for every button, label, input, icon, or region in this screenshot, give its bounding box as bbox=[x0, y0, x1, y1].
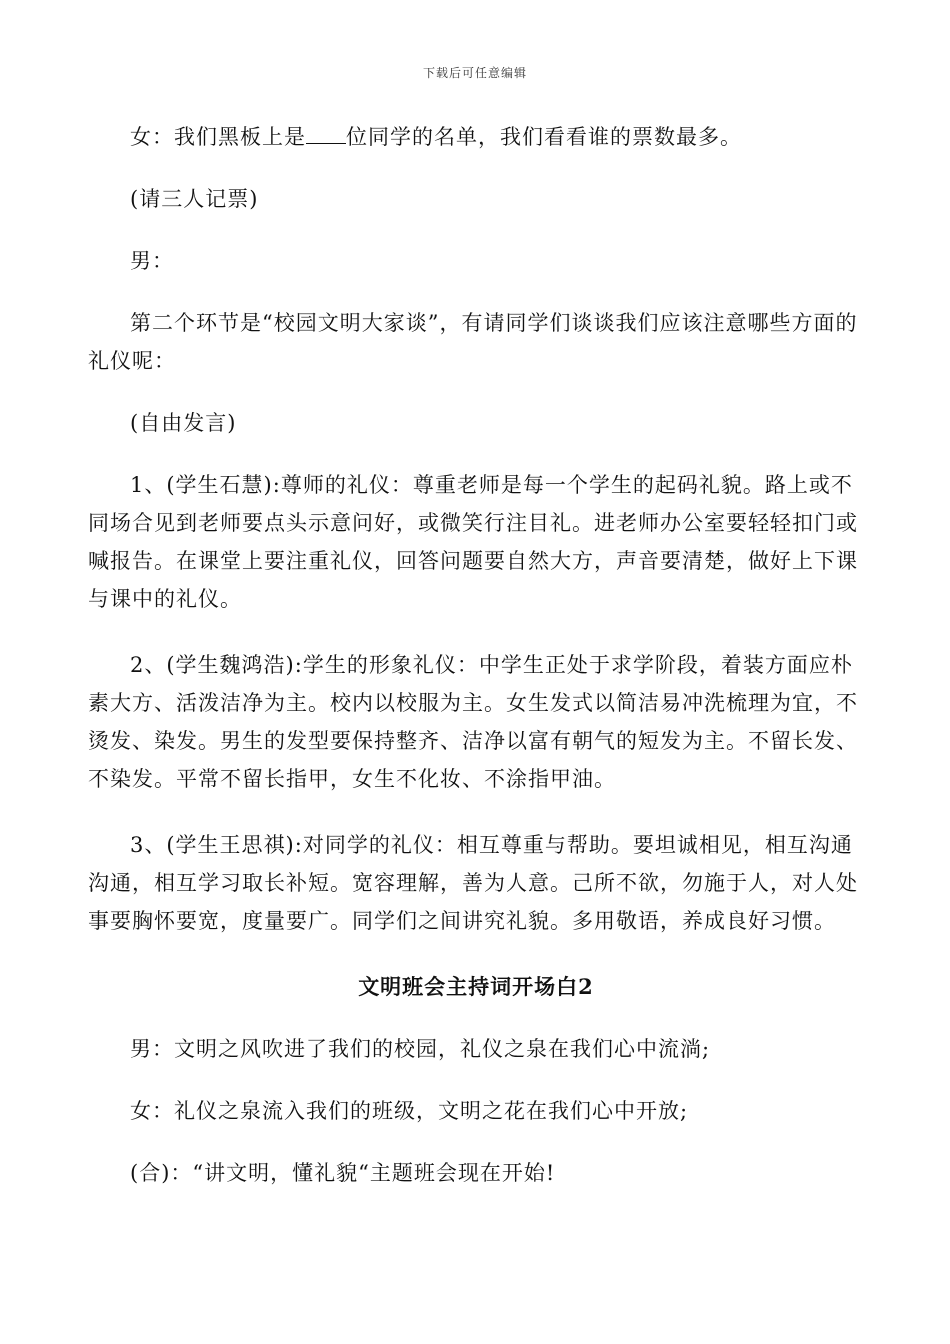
paragraph-text: 女：我们黑板上是 bbox=[130, 125, 306, 149]
paragraph-student-3: 3、(学生王思祺):对同学的礼仪：相互尊重与帮助。要坦诚相见，相互沟通沟通，相互学习取长补短。宽容理解，善为人意。己所不欲，勿施于人，对人处事要胸怀要宽，度量要广。同学们之间讲究礼貌。多用敬语，养成良好习惯。 bbox=[88, 833, 858, 933]
paragraph-student-2: 2、(学生魏鸿浩):学生的形象礼仪：中学生正处于求学阶段，着装方面应朴素大方、活泼洁净为主。校内以校服为主。女生发式以简洁易冲洗梳理为宜，不烫发、染发。男生的发型要保持整齐、洁净以富有朝气的短发为主。不留长发、不染发。平常不留长指甲，女生不化妆、不涂指甲油。 bbox=[88, 653, 858, 791]
paragraph-text: 位同学的名单，我们看看谁的票数最多。 bbox=[346, 125, 742, 149]
paragraph-free-speech: (自由发言) bbox=[130, 411, 237, 435]
paragraph-male-opening: 男：文明之风吹进了我们的校园，礼仪之泉在我们心中流淌; bbox=[130, 1037, 711, 1061]
paragraph-vote-intro bbox=[88, 118, 864, 156]
section-heading: 文明班会主持词开场白2 bbox=[358, 974, 594, 999]
blank-underline bbox=[306, 125, 346, 144]
paragraph-count-votes: (请三人记票) bbox=[130, 187, 259, 211]
paragraph-male-speaker: 男： bbox=[130, 249, 174, 273]
page-header: 下载后可任意编辑 bbox=[422, 66, 527, 80]
paragraph-student-1: 1、(学生石慧):尊师的礼仪：尊重老师是每一个学生的起码礼貌。路上或不同场合见到老师要点头示意问好，或微笑行注目礼。进老师办公室要轻轻扣门或喊报告。在课堂上要注重礼仪，回答问题要自然大方，声音要清楚，做好上下课与课中的礼仪。 bbox=[88, 473, 858, 611]
paragraph-female-opening: 女：礼仪之泉流入我们的班级，文明之花在我们心中开放; bbox=[130, 1099, 689, 1123]
document-body bbox=[88, 118, 864, 1192]
paragraph-together: (合)：“讲文明，懂礼貌“主题班会现在开始! bbox=[130, 1161, 556, 1185]
paragraph-second-segment: 第二个环节是“校园文明大家谈”，有请同学们谈谈我们应该注意哪些方面的礼仪呢： bbox=[88, 311, 858, 373]
